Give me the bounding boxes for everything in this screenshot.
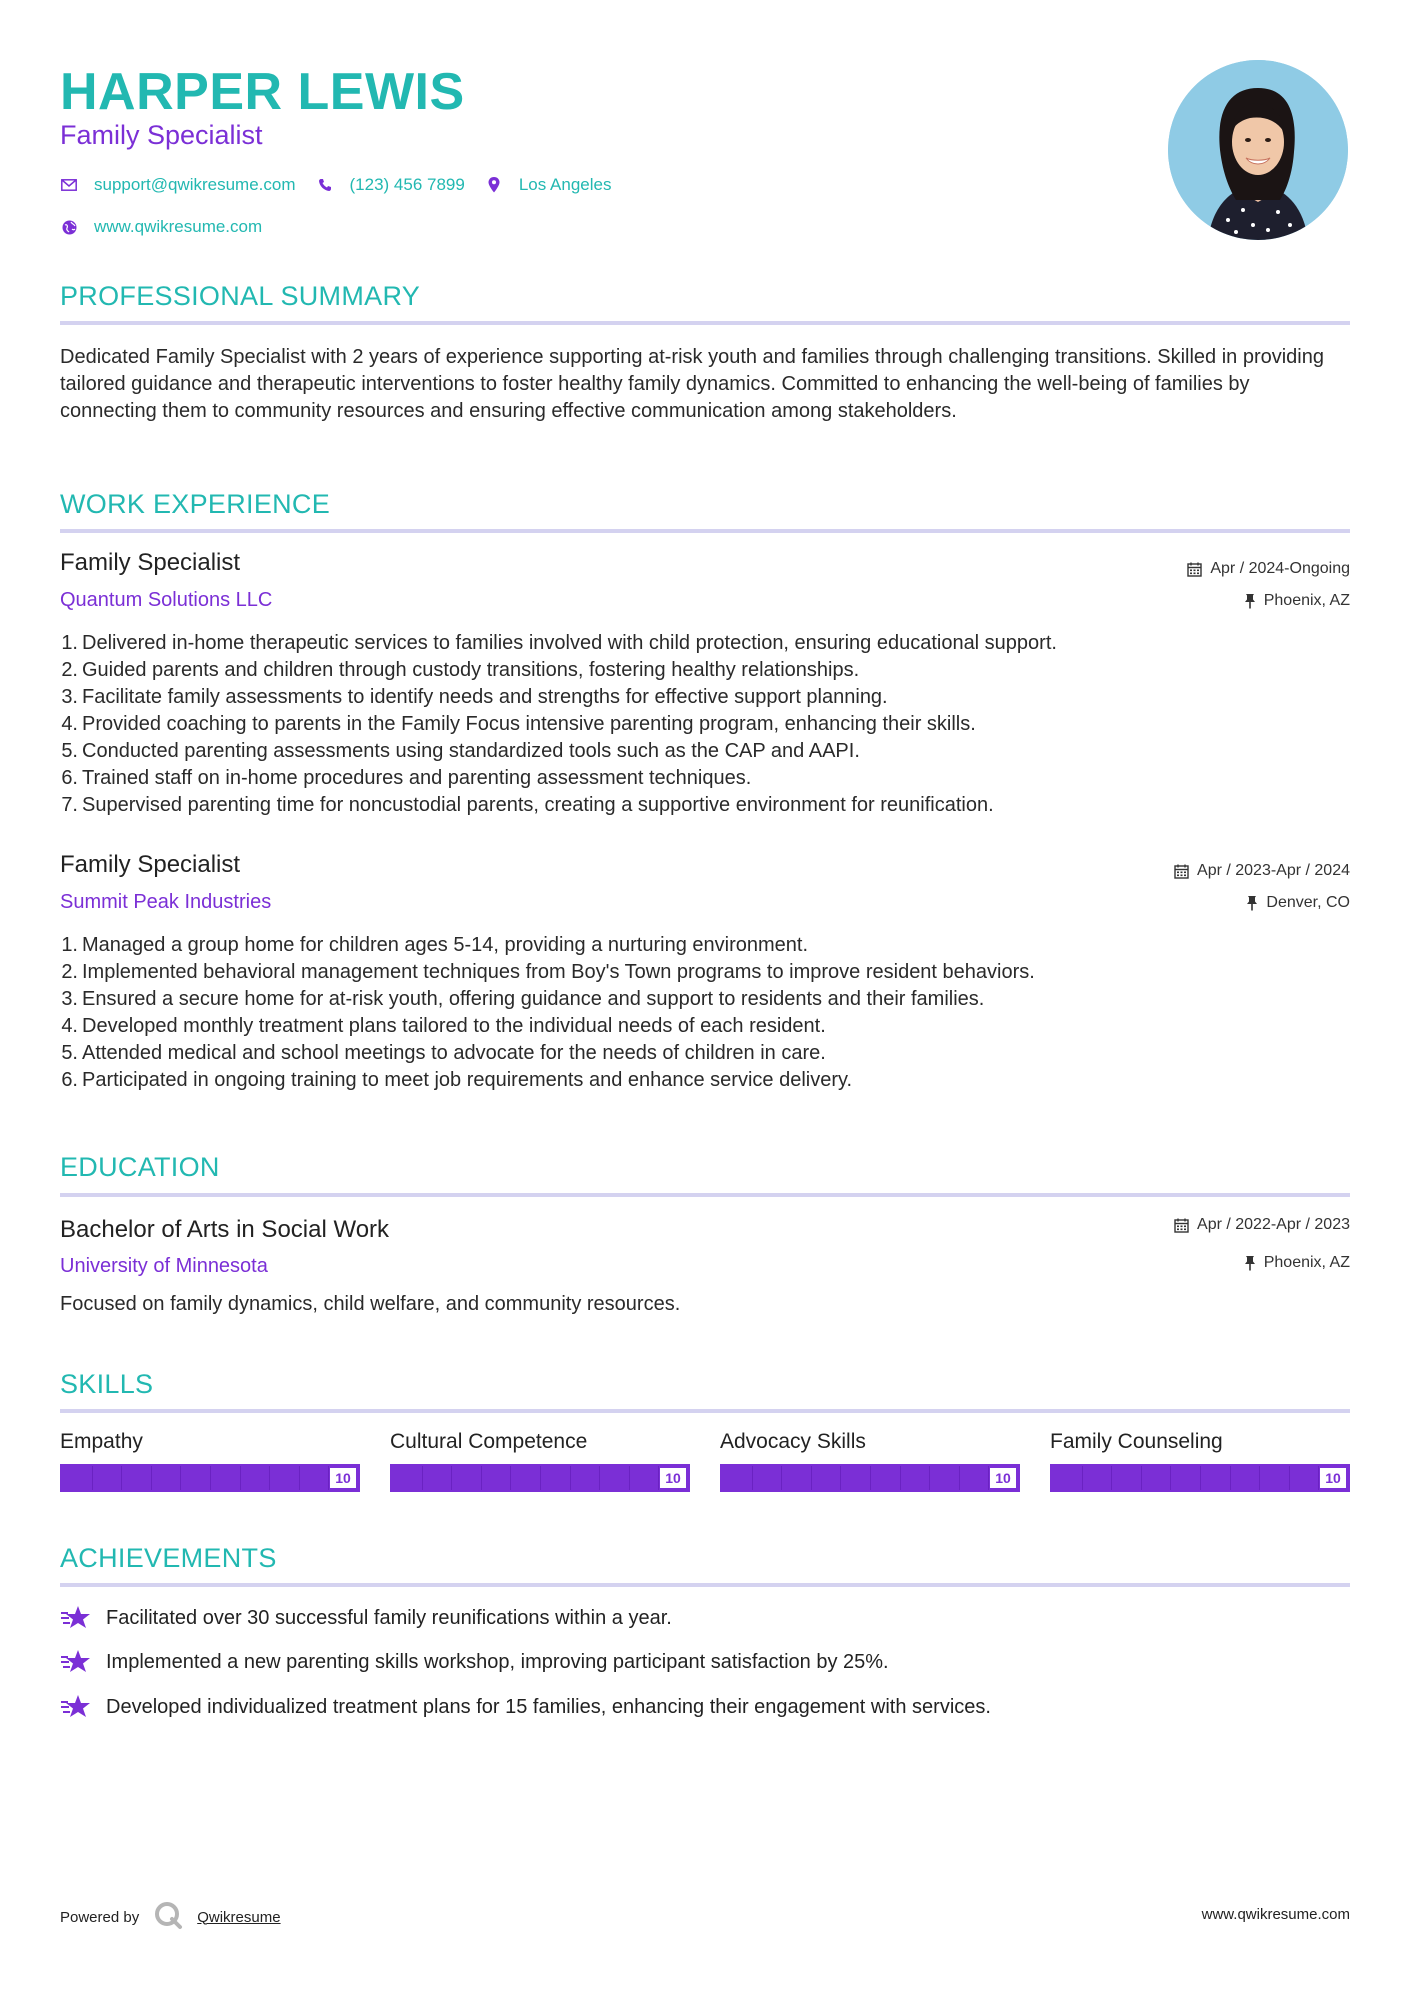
bullet-number: 5. (61, 1042, 78, 1064)
job-2-dates (1174, 862, 1350, 880)
skill-bar-segment (570, 1466, 571, 1490)
bullet-text: Guided parents and children through custody transitions, fostering healthy relationships. (82, 659, 860, 681)
bullet-number: 4. (61, 713, 78, 735)
skill-bar-segment (540, 1466, 541, 1490)
star-icon (60, 1604, 92, 1632)
experience-divider (60, 529, 1350, 533)
skill-bar-segment (599, 1466, 600, 1490)
job-2-bullet-list (60, 932, 1350, 1094)
skill-item (60, 1430, 360, 1486)
contact-row-2 (60, 217, 282, 237)
job-1-dates (1187, 560, 1350, 578)
skill-bar-segment (451, 1466, 452, 1490)
achievement-text: Facilitated over 30 successful family reunifications within a year. (106, 1606, 672, 1629)
skill-level-bar (1050, 1464, 1350, 1492)
globe-icon (60, 218, 78, 236)
education-description: Focused on family dynamics, child welfare, and community resources. (60, 1293, 681, 1315)
skill-bar-segment (959, 1466, 960, 1490)
skill-bar-segment (151, 1466, 152, 1490)
bullet-text: Conducted parenting assessments using standardized tools such as the CAP and AAPI. (82, 740, 860, 762)
skill-level-bar (60, 1464, 360, 1492)
profile-photo (1168, 60, 1348, 240)
job-2-dates-text: Apr / 2023-Apr / 2024 (1197, 862, 1350, 879)
job-2-company: Summit Peak Industries (60, 891, 272, 913)
bullet-text: Provided coaching to parents in the Family Focus intensive parenting program, enhancing their skills. (82, 713, 976, 735)
bullet-number: 4. (61, 1015, 78, 1037)
skill-bar-segment (92, 1466, 93, 1490)
skill-bar-segment (510, 1466, 511, 1490)
skill-level-badge: 10 (330, 1468, 356, 1488)
skill-level-badge: 10 (660, 1468, 686, 1488)
education-location-text: Phoenix, AZ (1263, 1254, 1350, 1271)
map-pin-icon (485, 176, 503, 194)
bullet-number: 1. (61, 934, 78, 956)
bullet-text: Ensured a secure home for at-risk youth, offering guidance and support to residents and their families. (82, 988, 985, 1010)
education-school: University of Minnesota (60, 1255, 268, 1277)
job-2-bullet (60, 932, 1350, 959)
skill-bar-segment (840, 1466, 841, 1490)
job-2-bullet (60, 986, 1350, 1013)
calendar-icon (1174, 864, 1189, 879)
summary-divider (60, 321, 1350, 325)
footer-website-link[interactable]: www.qwikresume.com (1201, 1906, 1350, 1923)
skill-name: Cultural Competence (390, 1430, 588, 1453)
candidate-title: Family Specialist (60, 120, 263, 150)
skill-name: Family Counseling (1050, 1430, 1223, 1453)
education-dates (1174, 1216, 1350, 1234)
email-link[interactable]: support@qwikresume.com (94, 175, 296, 194)
pushpin-icon (1244, 1255, 1256, 1271)
location-text: Los Angeles (518, 175, 612, 194)
contact-row-1 (60, 175, 631, 195)
bullet-number: 6. (61, 767, 78, 789)
powered-by-label: Powered by (60, 1908, 140, 1926)
skill-bar-segment (1259, 1466, 1260, 1490)
skill-bar-segment (811, 1466, 812, 1490)
education-heading: EDUCATION (60, 1152, 220, 1182)
job-1-bullet (60, 765, 1350, 792)
skill-bar-segment (1200, 1466, 1201, 1490)
bullet-number: 5. (61, 740, 78, 762)
skill-level-bar (390, 1464, 690, 1492)
bullet-text: Implemented behavioral management techniques from Boy's Town programs to improve resident behaviors. (82, 961, 1035, 983)
bullet-number: 2. (61, 961, 78, 983)
job-2-location (1246, 894, 1350, 912)
job-2-location-text: Denver, CO (1266, 894, 1350, 911)
job-1-role: Family Specialist (60, 549, 241, 576)
skill-bar-segment (629, 1466, 630, 1490)
skills-heading: SKILLS (60, 1369, 154, 1399)
bullet-text: Supervised parenting time for noncustodial parents, creating a supportive environment for reunification. (82, 794, 994, 816)
bullet-text: Trained staff on in-home procedures and parenting assessment techniques. (82, 767, 752, 789)
skill-bar-segment (269, 1466, 270, 1490)
skill-bar-segment (781, 1466, 782, 1490)
bullet-text: Developed monthly treatment plans tailored to the individual needs of each resident. (82, 1015, 826, 1037)
skill-item (720, 1430, 1020, 1486)
skill-bar-segment (481, 1466, 482, 1490)
skill-bar-segment (121, 1466, 122, 1490)
achievements-heading: ACHIEVEMENTS (60, 1543, 277, 1573)
skill-bar-segment (1230, 1466, 1231, 1490)
achievement-item (60, 1604, 672, 1632)
job-1-location (1244, 592, 1350, 610)
phone-text: (123) 456 7899 (349, 175, 465, 194)
star-icon (60, 1693, 92, 1721)
skill-item (390, 1430, 690, 1486)
achievement-text: Developed individualized treatment plans for 15 families, enhancing their engagement with services. (106, 1695, 991, 1718)
skill-name: Empathy (60, 1430, 143, 1453)
skill-bar-segment (1082, 1466, 1083, 1490)
education-location (1244, 1254, 1350, 1272)
experience-heading: WORK EXPERIENCE (60, 489, 331, 519)
skill-bar-segment (1170, 1466, 1171, 1490)
bullet-number: 3. (61, 686, 78, 708)
calendar-icon (1174, 1218, 1189, 1233)
education-dates-text: Apr / 2022-Apr / 2023 (1197, 1216, 1350, 1233)
education-divider (60, 1193, 1350, 1197)
achievements-divider (60, 1583, 1350, 1587)
pushpin-icon (1244, 593, 1256, 609)
bullet-number: 1. (61, 632, 78, 654)
skill-bar-segment (900, 1466, 901, 1490)
job-1-bullet (60, 684, 1350, 711)
skill-bar-segment (870, 1466, 871, 1490)
skill-bar-segment (240, 1466, 241, 1490)
skill-name: Advocacy Skills (720, 1430, 866, 1453)
bullet-number: 2. (61, 659, 78, 681)
skill-level-bar (720, 1464, 1020, 1492)
job-2-bullet (60, 1013, 1350, 1040)
bullet-number: 6. (61, 1069, 78, 1091)
envelope-icon (60, 176, 78, 194)
skill-level-badge: 10 (990, 1468, 1016, 1488)
achievement-item (60, 1648, 889, 1676)
job-1-bullet (60, 657, 1350, 684)
job-1-bullet (60, 738, 1350, 765)
job-1-bullet (60, 792, 1350, 819)
job-1-company: Quantum Solutions LLC (60, 589, 273, 611)
bullet-text: Delivered in-home therapeutic services to families involved with child protection, ensuring educational support. (82, 632, 1057, 654)
job-2-bullet (60, 959, 1350, 986)
skill-bar-segment (1141, 1466, 1142, 1490)
skills-divider (60, 1409, 1350, 1413)
qwikresume-logo-icon (153, 1900, 183, 1934)
skill-bar-segment (210, 1466, 211, 1490)
summary-text: Dedicated Family Specialist with 2 years of experience supporting at-risk youth and families through challenging transitions. Skilled in providing tailored guidance and therapeutic interventions to foster healthy family dynamics. Committed to enhancing the well-being of families by connecting them to community resources and ensuring effective communication among stakeholders. (60, 346, 1324, 422)
bullet-text: Managed a group home for children ages 5-14, providing a nurturing environment. (82, 934, 808, 956)
phone-icon (316, 176, 334, 194)
skill-bar-segment (1111, 1466, 1112, 1490)
skill-bar-segment (180, 1466, 181, 1490)
job-2-bullet (60, 1067, 1350, 1094)
candidate-name: HARPER LEWIS (60, 63, 465, 121)
skill-bar-segment (299, 1466, 300, 1490)
job-2-role: Family Specialist (60, 851, 241, 878)
skill-bar-segment (422, 1466, 423, 1490)
skill-level-badge: 10 (1320, 1468, 1346, 1488)
achievement-item (60, 1693, 991, 1721)
achievement-text: Implemented a new parenting skills workshop, improving participant satisfaction by 25%. (106, 1650, 889, 1673)
bullet-text: Participated in ongoing training to meet job requirements and enhance service delivery. (82, 1069, 853, 1091)
summary-heading: PROFESSIONAL SUMMARY (60, 281, 421, 311)
job-2-bullet (60, 1040, 1350, 1067)
bullet-number: 7. (61, 794, 78, 816)
bullet-number: 3. (61, 988, 78, 1010)
qwikresume-link[interactable]: Qwikresume (197, 1908, 281, 1926)
job-1-bullet (60, 711, 1350, 738)
website-link[interactable]: www.qwikresume.com (94, 217, 263, 236)
job-1-dates-text: Apr / 2024-Ongoing (1210, 560, 1350, 577)
skill-bar-segment (752, 1466, 753, 1490)
bullet-text: Facilitate family assessments to identify needs and strengths for effective support planning. (82, 686, 888, 708)
skill-bar-segment (929, 1466, 930, 1490)
job-1-location-text: Phoenix, AZ (1263, 592, 1350, 609)
pushpin-icon (1246, 895, 1258, 911)
bullet-text: Attended medical and school meetings to advocate for the needs of children in care. (82, 1042, 826, 1064)
calendar-icon (1187, 562, 1202, 577)
job-1-bullet (60, 630, 1350, 657)
skill-item (1050, 1430, 1350, 1486)
education-degree: Bachelor of Arts in Social Work (60, 1216, 390, 1243)
skill-bar-segment (1289, 1466, 1290, 1490)
job-1-bullet-list (60, 630, 1350, 819)
star-icon (60, 1648, 92, 1676)
footer-powered-by (60, 1900, 281, 1934)
